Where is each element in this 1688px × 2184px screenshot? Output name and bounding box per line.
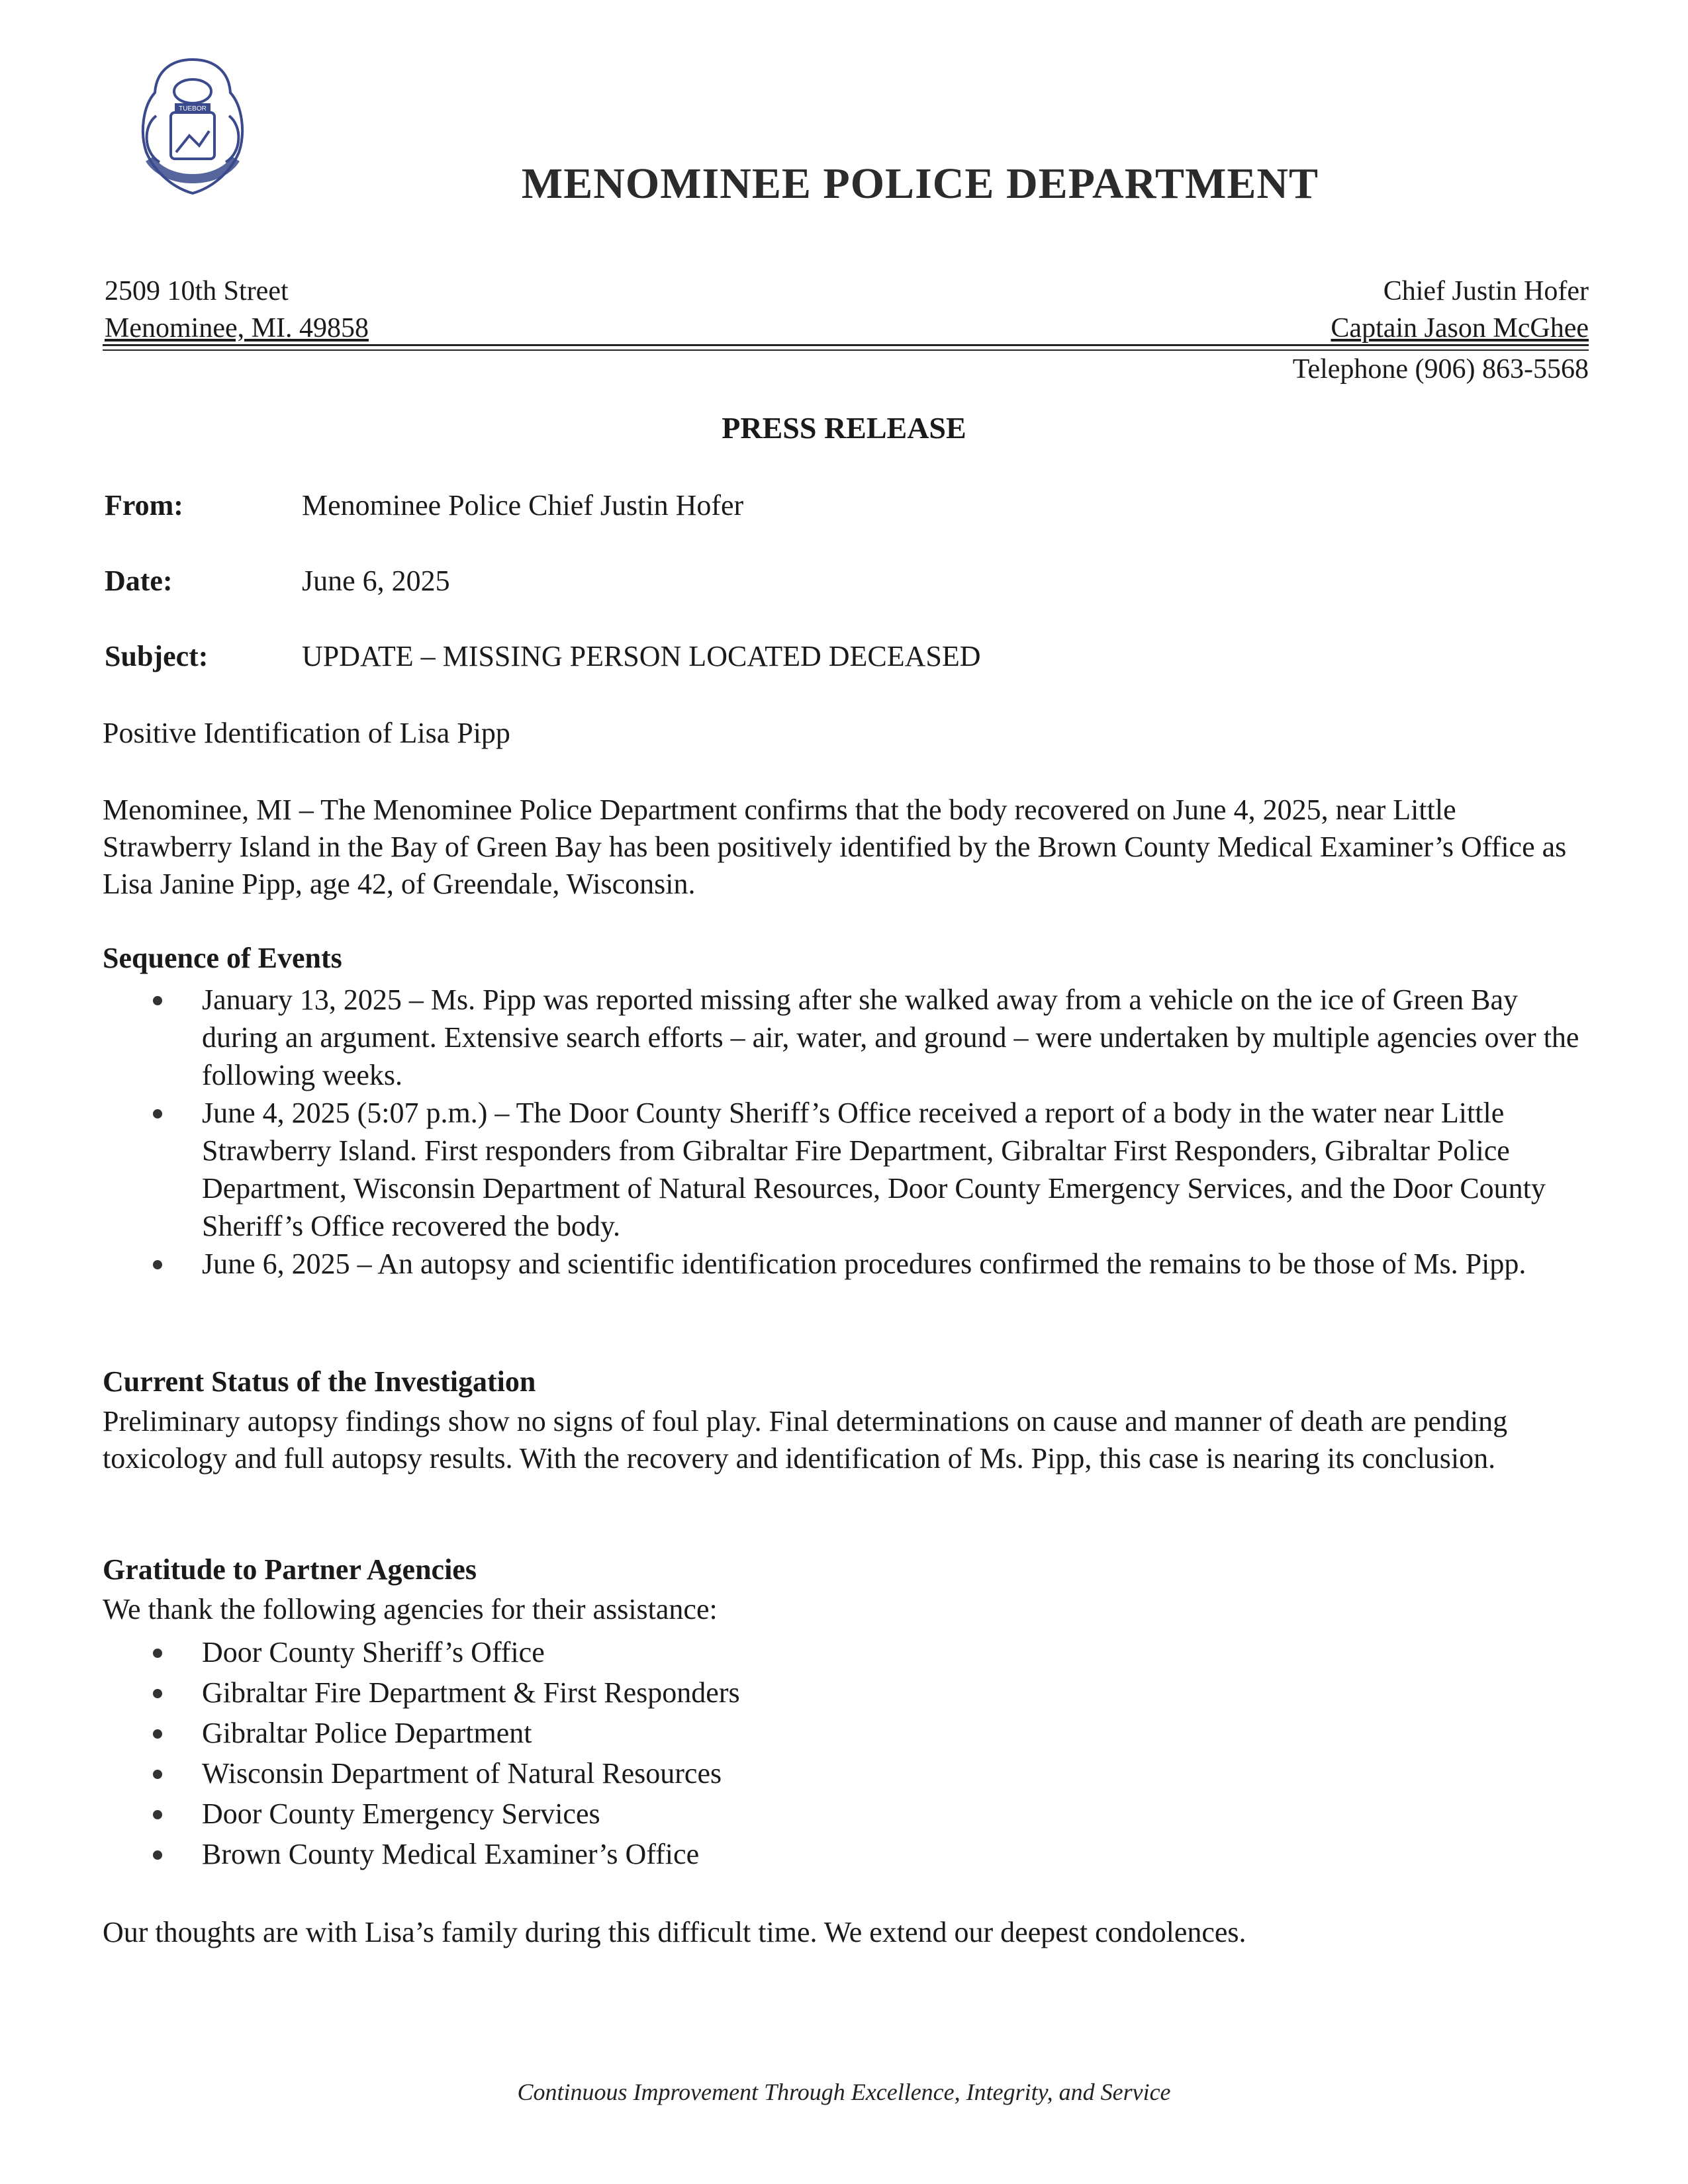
bullet-icon [153,1689,162,1698]
subject-label: Subject: [105,640,209,672]
bullet-icon [153,1649,162,1658]
list-item [103,1245,1585,1283]
bullet-icon [153,996,162,1005]
agency-name: Gibraltar Police Department [202,1717,532,1749]
bullet-icon [153,1810,162,1819]
header-divider [103,344,1589,346]
status-heading: Current Status of the Investigation [103,1365,536,1398]
date-value: June 6, 2025 [302,565,450,597]
sequence-heading: Sequence of Events [103,942,342,974]
address-block [105,273,369,347]
list-item [103,1794,1585,1834]
footer-motto: Continuous Improvement Through Excellence, Integrity, and Service [517,2079,1171,2105]
address-city: Menominee, MI. 49858 [105,313,369,343]
gratitude-heading: Gratitude to Partner Agencies [103,1553,477,1586]
from-label: From: [105,489,183,522]
bullet-icon [153,1260,162,1269]
closing-paragraph: Our thoughts are with Lisa’s family during this difficult time. We extend our deepest condolences. [103,1916,1246,1948]
event-text: June 4, 2025 (5:07 p.m.) – The Door County Sheriff’s Office received a report of a body in the water near Little Strawberry Island. First responders from Gibraltar Fire Department, Gibraltar First Responders, Gibraltar Police Department, Wisconsin Department of Natural Resources, Door County Emergency Services, and the Door County Sheriff’s Office recovered the body. [202,1097,1546,1242]
agencies-list-container [103,1632,1585,1874]
list-item [103,981,1585,1094]
list-item [103,1672,1585,1713]
intro-paragraph: Menominee, MI – The Menominee Police Department confirms that the body recovered on June 4, 2025, near Little Strawberry Island in the Bay of Green Bay has been positively identified by the Brown County Medical Examiner’s Office as Lisa Janine Pipp, age 42, of Greendale, Wisconsin. [103,794,1567,900]
status-paragraph: Preliminary autopsy findings show no signs of foul play. Final determinations on cause and manner of death are pending toxicology and full autopsy results. With the recovery and identification of Ms. Pipp, this case is nearing its conclusion. [103,1405,1508,1475]
document-type: PRESS RELEASE [722,411,966,445]
captain-name: Captain Jason McGhee [1331,313,1589,343]
leadership-block [1331,273,1589,347]
department-name: MENOMINEE POLICE DEPARTMENT [521,159,1319,208]
address-street: 2509 10th Street [105,276,289,306]
bullet-icon [153,1770,162,1779]
gratitude-intro: We thank the following agencies for their assistance: [103,1593,718,1625]
telephone: Telephone (906) 863-5568 [1292,354,1589,385]
bullet-icon [153,1109,162,1118]
list-item [103,1753,1585,1794]
bullet-icon [153,1729,162,1739]
event-text: January 13, 2025 – Ms. Pipp was reported missing after she walked away from a vehicle on the ice of Green Bay during an argument. Extensive search efforts – air, water, and ground – were undertaken by multiple agencies over the following weeks. [202,983,1579,1091]
agency-name: Door County Sheriff’s Office [202,1636,545,1668]
list-item [103,1834,1585,1874]
subject-value: UPDATE – MISSING PERSON LOCATED DECEASED [302,640,981,672]
agency-name: Wisconsin Department of Natural Resources [202,1757,722,1790]
events-list [103,981,1585,1283]
events-list-container [103,981,1585,1283]
list-item [103,1713,1585,1753]
agency-name: Door County Emergency Services [202,1797,600,1830]
list-item [103,1094,1585,1245]
chief-name: Chief Justin Hofer [1383,276,1589,306]
date-label: Date: [105,565,173,597]
agency-name: Brown County Medical Examiner’s Office [202,1838,700,1870]
from-value: Menominee Police Chief Justin Hofer [302,489,744,522]
subtitle: Positive Identification of Lisa Pipp [103,717,510,749]
event-text: June 6, 2025 – An autopsy and scientific identification procedures confirmed the remains to be those of Ms. Pipp. [202,1248,1526,1280]
agencies-list [103,1632,1585,1874]
bullet-icon [153,1850,162,1860]
list-item [103,1632,1585,1672]
agency-name: Gibraltar Fire Department & First Responders [202,1676,740,1709]
svg-text:TUEBOR: TUEBOR [179,105,207,113]
